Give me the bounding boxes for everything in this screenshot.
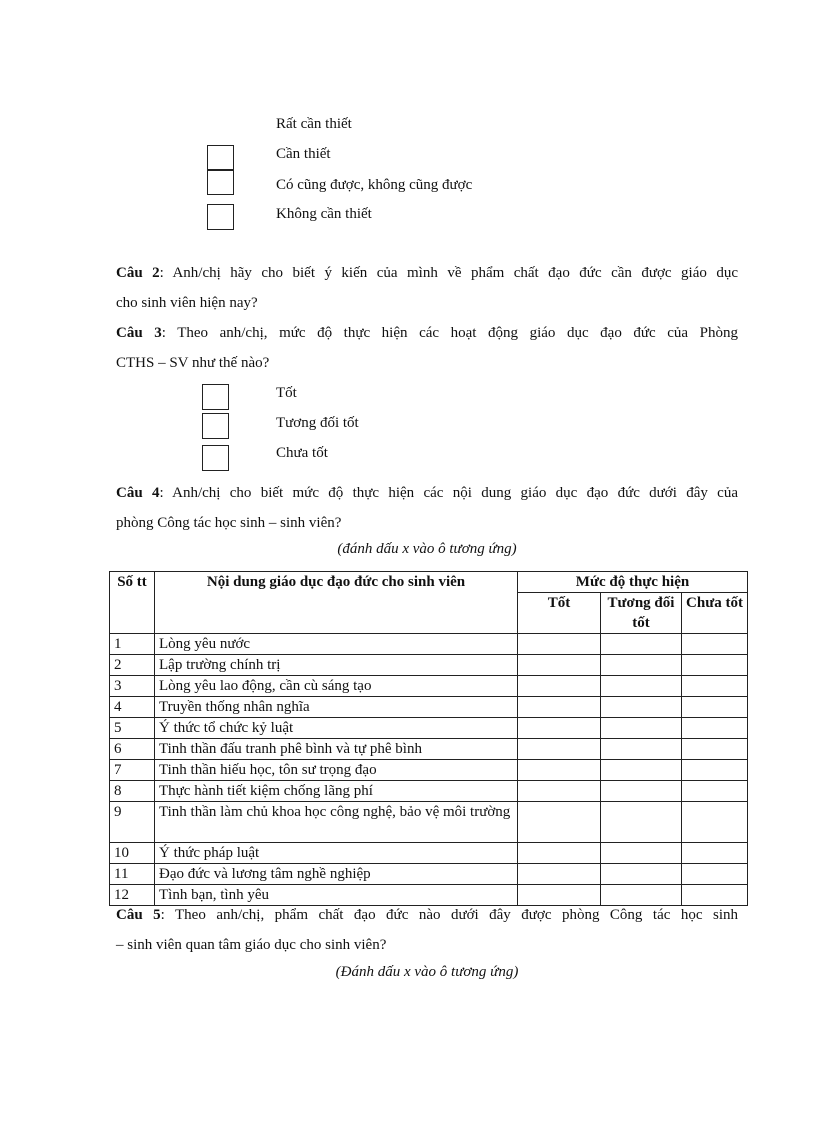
mark-cell-poor[interactable]	[682, 739, 748, 760]
mark-cell-good[interactable]	[518, 864, 601, 885]
instruction-text: (đánh dấu x vào ô tương ứng)	[337, 541, 517, 557]
table-row	[110, 739, 748, 760]
row-number: 12	[110, 885, 155, 906]
row-content: Truyền thống nhân nghĩa	[155, 697, 518, 718]
question-5	[116, 900, 738, 960]
mark-cell-good[interactable]	[518, 655, 601, 676]
option-label: Có cũng được, không cũng được	[276, 177, 473, 193]
question-text: CTHS – SV như thế nào?	[116, 355, 270, 371]
mark-cell-fair[interactable]	[601, 802, 682, 843]
row-content: Tình bạn, tình yêu	[155, 885, 518, 906]
row-number: 2	[110, 655, 155, 676]
mark-cell-fair[interactable]	[601, 634, 682, 655]
header-fair: Tương đối tốt	[601, 593, 682, 634]
mark-cell-good[interactable]	[518, 697, 601, 718]
mark-cell-poor[interactable]	[682, 802, 748, 843]
mark-cell-fair[interactable]	[601, 718, 682, 739]
question-number: Câu 5	[116, 907, 161, 923]
table-row	[110, 802, 748, 843]
row-number: 8	[110, 781, 155, 802]
mark-cell-good[interactable]	[518, 802, 601, 843]
row-content: Lòng yêu nước	[155, 634, 518, 655]
header-no: Số tt	[110, 572, 155, 634]
question-text: – sinh viên quan tâm giáo dục cho sinh viên?	[116, 937, 387, 953]
mark-cell-fair[interactable]	[601, 781, 682, 802]
table-row	[110, 655, 748, 676]
row-content: Lòng yêu lao động, cần cù sáng tạo	[155, 676, 518, 697]
checkbox-fair[interactable]	[202, 413, 229, 439]
mark-cell-good[interactable]	[518, 676, 601, 697]
mark-cell-poor[interactable]	[682, 864, 748, 885]
row-number: 11	[110, 864, 155, 885]
mark-cell-fair[interactable]	[601, 739, 682, 760]
mark-cell-poor[interactable]	[682, 634, 748, 655]
mark-cell-good[interactable]	[518, 718, 601, 739]
question-number: Câu 4	[116, 485, 160, 501]
mark-cell-poor[interactable]	[682, 781, 748, 802]
question-2	[116, 258, 738, 318]
option-label: Cần thiết	[276, 146, 331, 162]
header-level: Mức độ thực hiện	[518, 572, 748, 593]
question-text: phòng Công tác học sinh – sinh viên?	[116, 515, 342, 531]
option-label: Tốt	[276, 385, 297, 401]
row-number: 10	[110, 843, 155, 864]
checkbox-poor[interactable]	[202, 445, 229, 471]
table-row	[110, 697, 748, 718]
row-number: 4	[110, 697, 155, 718]
question-number: Câu 2	[116, 265, 160, 281]
question-text: : Anh/chị cho biết mức độ thực hiện các nội dung giáo dục đạo đức dưới đây của	[159, 485, 738, 501]
question-text: : Anh/chị hãy cho biết ý kiến của mình về phẩm chất đạo đức cần được giáo dục	[159, 265, 738, 281]
mark-cell-good[interactable]	[518, 634, 601, 655]
mark-cell-good[interactable]	[518, 781, 601, 802]
row-content: Tinh thần hiếu học, tôn sư trọng đạo	[155, 760, 518, 781]
question-3	[116, 318, 738, 378]
header-poor: Chưa tốt	[682, 593, 748, 634]
mark-cell-poor[interactable]	[682, 676, 748, 697]
mark-cell-fair[interactable]	[601, 864, 682, 885]
question-4	[116, 478, 738, 538]
mark-cell-fair[interactable]	[601, 697, 682, 718]
instruction-text: (Đánh dấu x vào ô tương ứng)	[335, 964, 519, 980]
row-content: Tinh thần làm chủ khoa học công nghệ, bảo vệ môi trường	[155, 802, 518, 843]
row-content: Thực hành tiết kiệm chống lãng phí	[155, 781, 518, 802]
row-number: 1	[110, 634, 155, 655]
question-text: : Theo anh/chị, phẩm chất đạo đức nào dưới đây được phòng Công tác học sinh	[160, 907, 738, 923]
mark-cell-fair[interactable]	[601, 676, 682, 697]
option-label: Tương đối tốt	[276, 415, 359, 431]
row-content: Đạo đức và lương tâm nghề nghiệp	[155, 864, 518, 885]
option-label: Không cần thiết	[276, 206, 372, 222]
option-label: Chưa tốt	[276, 445, 328, 461]
question-number: Câu 3	[116, 325, 162, 341]
mark-cell-poor[interactable]	[682, 655, 748, 676]
checkbox-option-2[interactable]	[207, 145, 234, 170]
table-row	[110, 634, 748, 655]
row-number: 7	[110, 760, 155, 781]
checkbox-option-4[interactable]	[207, 204, 234, 230]
table-row	[110, 843, 748, 864]
row-content: Ý thức pháp luật	[155, 843, 518, 864]
mark-cell-fair[interactable]	[601, 843, 682, 864]
mark-cell-poor[interactable]	[682, 697, 748, 718]
table-row	[110, 718, 748, 739]
option-label: Rất cần thiết	[276, 116, 352, 132]
mark-cell-poor[interactable]	[682, 843, 748, 864]
row-content: Ý thức tổ chức kỷ luật	[155, 718, 518, 739]
mark-cell-good[interactable]	[518, 739, 601, 760]
table-row	[110, 781, 748, 802]
row-content: Lập trường chính trị	[155, 655, 518, 676]
header-content: Nội dung giáo dục đạo đức cho sinh viên	[155, 572, 518, 634]
question-text: cho sinh viên hiện nay?	[116, 295, 258, 311]
survey-table	[109, 571, 748, 906]
mark-cell-good[interactable]	[518, 843, 601, 864]
row-content: Tinh thần đấu tranh phê bình và tự phê bình	[155, 739, 518, 760]
checkbox-good[interactable]	[202, 384, 229, 410]
checkbox-option-3[interactable]	[207, 170, 234, 195]
mark-cell-poor[interactable]	[682, 760, 748, 781]
mark-cell-poor[interactable]	[682, 718, 748, 739]
mark-cell-good[interactable]	[518, 760, 601, 781]
row-number: 9	[110, 802, 155, 843]
row-number: 3	[110, 676, 155, 697]
row-number: 5	[110, 718, 155, 739]
header-good: Tốt	[518, 593, 601, 634]
table-row	[110, 676, 748, 697]
table-row	[110, 864, 748, 885]
row-number: 6	[110, 739, 155, 760]
question-text: : Theo anh/chị, mức độ thực hiện các hoạt động giáo dục đạo đức của Phòng	[161, 325, 738, 341]
mark-cell-fair[interactable]	[601, 760, 682, 781]
table-row	[110, 760, 748, 781]
mark-cell-fair[interactable]	[601, 655, 682, 676]
